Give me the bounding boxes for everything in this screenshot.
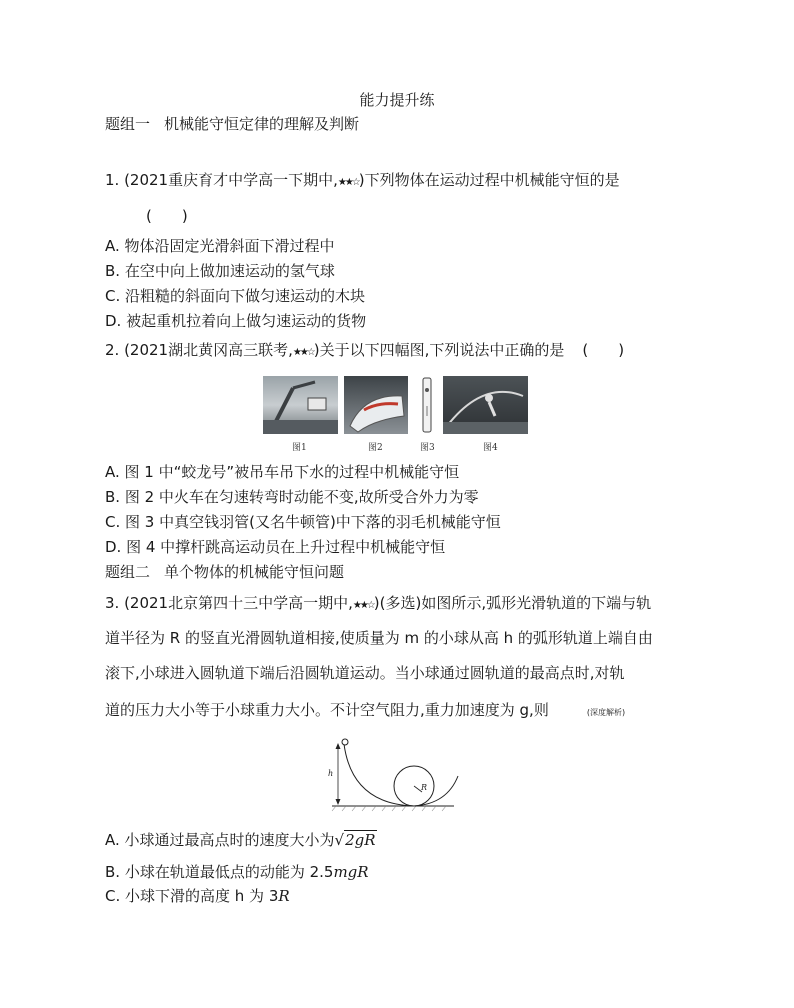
question-source: 2. (2021湖北黄冈高三联考, (105, 341, 293, 359)
option-formula: R (278, 887, 290, 905)
group-heading-1 (105, 114, 359, 134)
option-text: C. 小球下滑的高度 h 为 3 (105, 887, 279, 905)
question-3-line-1 (105, 593, 651, 616)
question-source: 3. (2021北京第四十三中学高一期中, (105, 594, 353, 612)
group-heading-2 (105, 562, 344, 582)
option-b: B. 图 2 中火车在匀速转弯时动能不变,故所受合外力为零 (105, 488, 479, 506)
answer-bracket: ( ) (146, 207, 188, 225)
option-d: D. 图 4 中撑杆跳高运动员在上升过程中机械能守恒 (105, 538, 446, 556)
question-2-stem (105, 340, 624, 363)
question-3-line-4 (105, 700, 625, 723)
option-text: A. 小球通过最高点时的速度大小为 (105, 831, 335, 849)
option-b (105, 862, 369, 882)
option-a: A. 物体沿固定光滑斜面下滑过程中 (105, 237, 335, 255)
option-formula: 2gR (345, 831, 376, 849)
difficulty-stars-icon: ★★☆ (352, 600, 374, 611)
question-3-line-3: 滚下,小球进入圆轨道下端后沿圆轨道运动。当小球通过圆轨道的最高点时,对轨 (105, 664, 625, 682)
figure-2-caption: 图2 (368, 443, 383, 453)
figure-4-caption: 图4 (483, 443, 498, 453)
figure-1-crane-image (263, 376, 338, 434)
option-formula: mgR (333, 863, 369, 881)
option-d: D. 被起重机拉着向上做匀速运动的货物 (105, 312, 367, 330)
option-c: C. 沿粗糙的斜面向下做匀速运动的木块 (105, 287, 366, 305)
question-text: )下列物体在运动过程中机械能守恒的是 (358, 171, 620, 189)
group-label: 题组二 (105, 563, 151, 581)
option-c (105, 886, 290, 906)
question-text: )关于以下四幅图,下列说法中正确的是 (313, 341, 565, 359)
difficulty-stars-icon: ★★☆ (337, 177, 359, 188)
question-source: 1. (2021重庆育才中学高一下期中, (105, 171, 338, 189)
option-text: B. 小球在轨道最低点的动能为 2.5 (105, 863, 334, 881)
figure-3-tube-image (418, 376, 436, 434)
question-3-line-2: 道半径为 R 的竖直光滑圆轨道相接,使质量为 m 的小球从高 h 的弧形轨道上端自由 (105, 629, 653, 647)
group-name: 机械能守恒定律的理解及判断 (164, 115, 360, 133)
option-a (105, 830, 377, 850)
figure-3-caption: 图3 (420, 443, 435, 453)
option-a: A. 图 1 中“蛟龙号”被吊车吊下水的过程中机械能守恒 (105, 463, 460, 481)
sqrt-icon: √ (334, 831, 345, 849)
figure-1-caption: 图1 (292, 443, 307, 453)
option-c: C. 图 3 中真空钱羽管(又名牛顿管)中下落的羽毛机械能守恒 (105, 513, 501, 531)
question-text: 道的压力大小等于小球重力大小。不计空气阻力,重力加速度为 g,则 (105, 701, 549, 719)
radius-label: R (421, 783, 428, 792)
question-1-stem (105, 170, 620, 193)
answer-bracket: ( ) (582, 341, 625, 359)
option-b: B. 在空中向上做加速运动的氢气球 (105, 262, 335, 280)
group-name: 单个物体的机械能守恒问题 (164, 563, 345, 581)
height-label: h (328, 769, 334, 778)
group-label: 题组一 (105, 115, 151, 133)
figure-4-pole-vault-image (443, 376, 528, 434)
difficulty-stars-icon: ★★☆ (292, 347, 314, 358)
analysis-tag: (深度解析) (586, 708, 626, 717)
track-diagram (322, 734, 462, 814)
figure-2-train-image (344, 376, 408, 434)
page-title: 能力提升练 (359, 91, 435, 109)
question-text: )(多选)如图所示,弧形光滑轨道的下端与轨 (373, 594, 652, 612)
